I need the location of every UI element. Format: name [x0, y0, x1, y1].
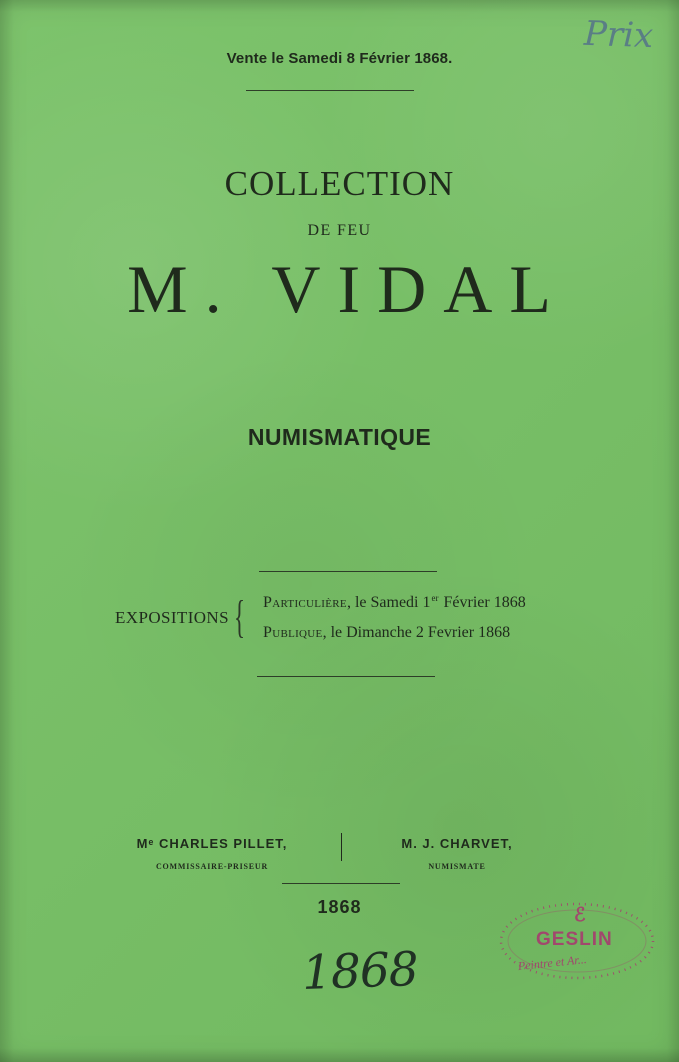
sale-date-line: Vente le Samedi 8 Février 1868.: [226, 50, 453, 67]
stamp-main-text: GESLIN: [536, 929, 613, 950]
collection-title: COLLECTION: [224, 164, 455, 203]
year-top-rule: [282, 883, 400, 884]
exhibition-type-private: Particulière: [263, 594, 347, 611]
credits-separator: [341, 833, 342, 861]
geslin-stamp: [496, 898, 658, 984]
publication-year: 1868: [317, 897, 362, 917]
numismatist-role: NUMISMATE: [428, 862, 486, 871]
exhibitions-brace: {: [234, 591, 246, 642]
stamp-sub-text: Peintre et Ar...: [517, 952, 588, 974]
exhibition-private-details: , le Samedi 1: [346, 594, 431, 611]
collection-subtitle: DE FEU: [307, 222, 372, 239]
public-exhibition-line: [263, 624, 510, 642]
exhibitions-label: EXPOSITIONS: [115, 608, 229, 627]
top-divider-rule: [246, 90, 414, 91]
numismatist-name: M. J. CHARVET,: [401, 836, 513, 851]
handwritten-prix-note: Prix: [583, 13, 654, 57]
exhibition-public-details: , le Dimanche 2 Fevrier 1868: [322, 624, 511, 641]
exhibition-type-public: Publique: [263, 624, 323, 641]
collector-name: M. VIDAL: [127, 251, 568, 327]
exhibitions-top-rule: [259, 571, 437, 572]
exhibition-private-date: Février 1868: [439, 594, 526, 611]
bottom-edge-wear: [0, 1048, 679, 1062]
top-edge-wear: [0, 0, 679, 12]
private-exhibition-line: [263, 594, 526, 612]
exhibitions-bottom-rule: [257, 676, 435, 677]
auctioneer-role: COMMISSAIRE-PRISEUR: [155, 862, 269, 871]
auctioneer-credit: [112, 836, 312, 871]
collection-section: NUMISMATIQUE: [247, 424, 432, 450]
stamp-monogram: ℰ: [574, 905, 586, 926]
exhibition-private-superscript: er: [431, 593, 439, 603]
auctioneer-name: Mᵉ CHARLES PILLET,: [136, 836, 288, 851]
handwritten-year: 1868: [301, 941, 419, 1002]
numismatist-credit: [372, 836, 542, 871]
